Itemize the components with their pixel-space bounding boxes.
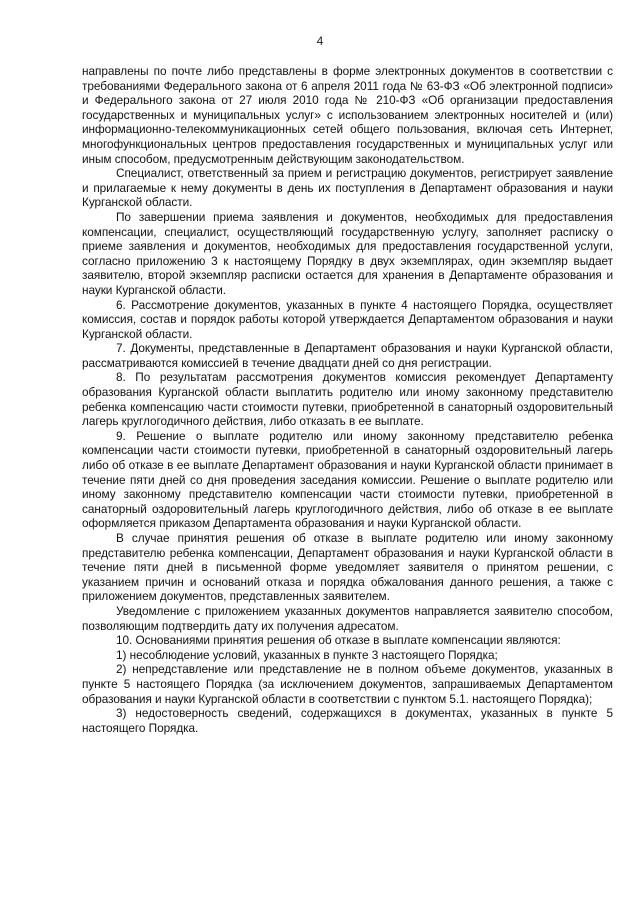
paragraph-registration: Специалист, ответственный за прием и регистрацию документов, регистрирует заявление и прилагаемые к нему документы в день их поступления в Департамент образования и науки Курганской области. <box>82 166 613 210</box>
page-number: 4 <box>316 34 324 48</box>
paragraph-notification: Уведомление с приложением указанных документов направляется заявителю способом, позволяющим подтвердить дату их получения адресатом. <box>82 603 613 633</box>
paragraph-item-8: 8. По результатам рассмотрения документов комиссия рекомендует Департаменту образования Курганской области выплатить родителю или иному законному представителю ребенка компенсацию части стоимости путевки, приобретенной в санаторный оздоровительный лагерь круглогодичного действия, либо отказать в ее выплате. <box>82 370 613 429</box>
document-body <box>82 64 613 735</box>
paragraph-refusal-notice: В случае принятия решения об отказе в выплате родителю или иному законному представителю ребенка компенсации, Департамент образования и науки Курганской области в течение пяти дней в письменной форме уведомляет заявителя о принятом решении, с указанием причин и оснований отказа и порядка обжалования данного решения, а также с приложением документов, представленных заявителем. <box>82 531 613 604</box>
paragraph-item-7: 7. Документы, представленные в Департамент образования и науки Курганской области, рассматриваются комиссией в течение двадцати дней со дня регистрации. <box>82 341 613 370</box>
list-item-1: 1) несоблюдение условий, указанных в пункте 3 настоящего Порядка; <box>116 647 498 662</box>
paragraph-receipt: По завершении приема заявления и документов, необходимых для предоставления компенсации, специалист, осуществляющий государственную услугу, заполняет расписку о приеме заявления и документов, необходимых для предоставления государственной услуги, согласно приложению 3 к настоящему Порядку в двух экземплярах, один экземпляр выдает заявителю, второй экземпляр расписки остается для хранения в Департаменте образования и науки Курганской области. <box>82 209 613 297</box>
paragraph-item-6: 6. Рассмотрение документов, указанных в пункте 4 настоящего Порядка, осуществляет комиссия, состав и порядок работы которой утверждается Департаментом образования и науки Курганской области. <box>82 297 613 341</box>
paragraph-continuation: направлены по почте либо представлены в форме электронных документов в соответствии с требованиями Федерального закона от 6 апреля 2011 года № 63-ФЗ «Об электронной подписи» и Федерального закона от 27 июля 2010 года № 210-ФЗ «Об организации предоставления государственных и муниципальных услуг» с использованием электронных носителей и (или) информационно-телекоммуникационных сетей общего пользования, включая сеть Интернет, многофункциональных центров предоставления государственных и муниципальных услуг или иным способом, предусмотренным действующим законодательством. <box>82 64 613 166</box>
paragraph-item-10: 10. Основаниями принятия решения об отказе в выплате компенсации являются: <box>116 633 561 648</box>
paragraph-item-9: 9. Решение о выплате родителю или иному законному представителю ребенка компенсации части стоимости путевки, приобретенной в санаторный оздоровительный лагерь либо об отказе в ее выплате Департамент образования и науки Курганской области принимает в течение пяти дней со дня проведения заседания комиссии. Решение о выплате родителю или иному законному представителю компенсации части стоимости путевки, приобретенной в санаторный оздоровительный лагерь круглогодичного действия, либо об отказе в ее выплате оформляется приказом Департамента образования и науки Курганской области. <box>82 428 613 531</box>
list-item-3: 3) недостоверность сведений, содержащихся в документах, указанных в пункте 5 настоящего Порядка. <box>82 706 613 735</box>
list-item-2: 2) непредставление или представление не в полном объеме документов, указанных в пункте 5 настоящего Порядка (за исключением документов, запрашиваемых Департаментом образования и науки Курганской области в соответствии с пунктом 5.1. настоящего Порядка); <box>82 662 613 706</box>
